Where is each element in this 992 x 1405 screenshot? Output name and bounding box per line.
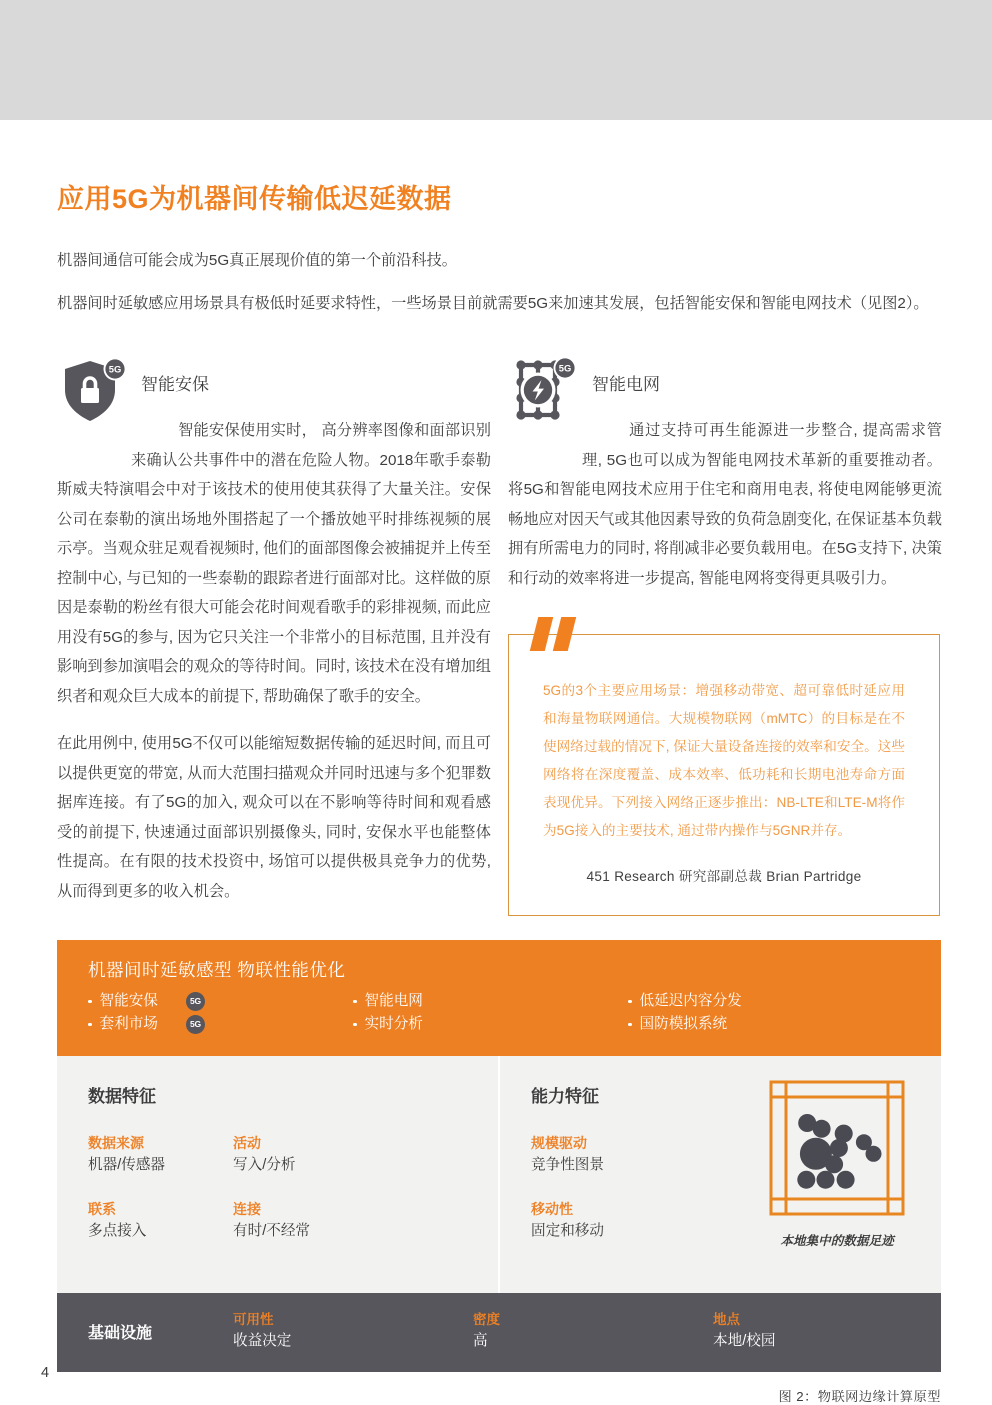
bullet-icon bbox=[88, 1023, 92, 1027]
diagram-caption: 本地集中的数据足迹 bbox=[780, 1234, 894, 1248]
footer-title: 基础设施 bbox=[88, 1325, 153, 1342]
scatter-dots-in-frame-icon bbox=[767, 1078, 907, 1218]
pull-quote-box bbox=[508, 634, 940, 916]
figure-iot-edge-computing bbox=[57, 940, 941, 1405]
section-paragraph: 智能安保使用实时， 高分辨率图像和面部识别来确认公共事件中的潜在危险人物。2018年歌手泰勒斯威夫特演唱会中对于该技术的使用使其获得了大量关注。安保公司在泰勒的演出场地外围搭起了一个播放她平时排练视频的展示亭。当观众驻足观看视频时, 他们的面部图像会被捕捉并上传至控制中心, 与已知的一些泰勒的跟踪者进行面部对比。这样做的原因是泰勒的粉丝有很大可能会花时间观看歌手的彩排视频, 而此应用没有5G的参与, 因为它只关注一个非常小的目标范围, 且并没有影响到参加演唱会的观众的等待时间。同时, 该技术在没有增加组织者和观众巨大成本的前提下, 帮助确保了歌手的安全。 bbox=[57, 422, 491, 705]
footer-cell bbox=[713, 1310, 953, 1353]
attribute-value: 机器/传感器 bbox=[88, 1157, 166, 1173]
page-title: 应用5G为机器间传输低迟延数据 bbox=[57, 184, 452, 214]
figure-header-column bbox=[88, 990, 353, 1036]
attribute-value: 写入/分析 bbox=[233, 1157, 296, 1173]
section-title: 智能安保 bbox=[141, 375, 209, 394]
attribute-value: 固定和移动 bbox=[531, 1223, 604, 1239]
section-paragraph: 通过支持可再生能源进一步整合, 提高需求管理, 5G也可以成为智能电网技术革新的重要推动者。将5G和智能电网技术应用于住宅和商用电表, 将使电网能够更流畅地应对因天气或其他因素导致的负荷急剧变化, 在保证基本负载拥有所需电力的同时, 将削减非必要负载用电。在5G支持下, 决策和行动的效率将进一步提高, 智能电网将变得更具吸引力。 bbox=[508, 422, 942, 587]
attribute-key: 数据来源 bbox=[88, 1135, 144, 1151]
pull-quote-text: 5G的3个主要应用场景：增强移动带宽、超可靠低时延应用和海量物联网通信。大规模物联网（mMTC）的目标是在不使网络过载的情况下, 保证大量设备连接的效率和安全。这些网络将在深度覆盖、成本效率、低功耗和长期电池寿命方面表现优异。下列接入网络正逐步推出：NB-LTE和LTE-M将作为5G接入的主要技术, 通过带内操作与5GNR并存。 bbox=[543, 683, 905, 838]
list-item-label: 实时分析 bbox=[364, 1016, 423, 1032]
list-item-label: 智能电网 bbox=[364, 993, 423, 1009]
list-item-label: 低延迟内容分发 bbox=[639, 993, 742, 1009]
section-paragraph: 在此用例中, 使用5G不仅可以能缩短数据传输的延迟时间, 而且可以提供更宽的带宽, 从而大范围扫描观众并同时迅速与多个犯罪数据库连接。有了5G的加入, 观众可以在不影响等待时间和观看感受的前提下, 快速通过面部识别摄像头, 同时, 安保水平也能整体性提高。在有限的技术投资中, 场馆可以提供极具竞争力的优势, 从而得到更多的收入机会。 bbox=[57, 735, 491, 900]
footer-cell-key: 地点 bbox=[713, 1312, 740, 1327]
list-item-label: 国防模拟系统 bbox=[639, 1016, 728, 1032]
list-item bbox=[628, 1013, 910, 1036]
list-item-label: 套利市场 bbox=[99, 1016, 158, 1032]
footer-cell bbox=[473, 1310, 713, 1353]
attribute bbox=[531, 1199, 676, 1243]
section-header-smart-grid bbox=[508, 360, 942, 416]
list-item bbox=[628, 990, 910, 1013]
bullet-icon bbox=[353, 1023, 357, 1027]
figure-caption: 图 2：物联网边缘计算原型 bbox=[778, 1389, 941, 1404]
figure-header bbox=[57, 940, 941, 1056]
attribute-grid bbox=[88, 1133, 378, 1265]
figure-panel-data-characteristics bbox=[57, 1056, 500, 1293]
panel-heading: 数据特征 bbox=[88, 1087, 156, 1106]
list-item bbox=[353, 990, 628, 1013]
list-item-label: 智能安保 bbox=[99, 993, 158, 1009]
footer-cell-key: 密度 bbox=[473, 1312, 500, 1327]
shield-lock-5g-icon bbox=[57, 357, 127, 427]
figure-panel-capability-characteristics bbox=[500, 1056, 941, 1293]
attribute-key: 联系 bbox=[88, 1201, 116, 1217]
footer-cell-value: 本地/校园 bbox=[713, 1333, 776, 1349]
list-item bbox=[353, 1013, 628, 1036]
footer-cell-value: 收益决定 bbox=[233, 1333, 292, 1349]
intro-paragraph-2: 机器间时延敏感应用场景具有极低时延要求特性，一些场景目前就需要5G来加速其发展，包括智能安保和智能电网技术（见图2）。 bbox=[57, 295, 929, 312]
quote-mark-icon bbox=[529, 617, 589, 651]
page-content bbox=[0, 120, 992, 1403]
list-item bbox=[88, 990, 353, 1013]
figure-header-column bbox=[628, 990, 910, 1036]
badge-5g-icon: 5G bbox=[186, 992, 205, 1011]
list-item bbox=[88, 1013, 353, 1036]
attribute-value: 多点接入 bbox=[88, 1223, 147, 1239]
attribute-key: 规模驱动 bbox=[531, 1135, 587, 1151]
bullet-icon bbox=[353, 1000, 357, 1004]
page-top-band bbox=[0, 0, 992, 120]
attribute-value: 有时/不经常 bbox=[233, 1223, 311, 1239]
grid-bolt-5g-icon bbox=[508, 357, 578, 427]
bullet-icon bbox=[628, 1023, 632, 1027]
column-smart-grid bbox=[508, 360, 942, 593]
attribute bbox=[88, 1199, 233, 1243]
column-smart-security bbox=[57, 360, 491, 906]
footer-cell-key: 可用性 bbox=[233, 1312, 274, 1327]
figure-body bbox=[57, 1056, 941, 1293]
attribute-key: 活动 bbox=[233, 1135, 261, 1151]
footer-cell-value: 高 bbox=[473, 1333, 488, 1349]
section-title: 智能电网 bbox=[592, 375, 660, 394]
attribute-key: 移动性 bbox=[531, 1201, 573, 1217]
figure-header-column bbox=[353, 990, 628, 1036]
attribute bbox=[88, 1133, 233, 1177]
pull-quote-attribution: 451 Research 研究部副总裁 Brian Partridge bbox=[586, 869, 862, 884]
intro-paragraph-1: 机器间通信可能会成为5G真正展现价值的第一个前沿科技。 bbox=[57, 252, 457, 269]
footer-cell bbox=[233, 1310, 473, 1353]
attribute bbox=[531, 1133, 676, 1177]
section-header-smart-security bbox=[57, 360, 491, 416]
figure-header-columns bbox=[88, 990, 910, 1036]
attribute-value: 竞争性图景 bbox=[531, 1157, 604, 1173]
attribute bbox=[233, 1133, 378, 1177]
page-number: 4 bbox=[41, 1365, 50, 1381]
figure-header-title: 机器间时延敏感型 物联性能优化 bbox=[88, 960, 346, 980]
svg-text:5G: 5G bbox=[108, 363, 122, 375]
data-footprint-diagram bbox=[767, 1078, 907, 1249]
attribute bbox=[233, 1199, 378, 1243]
badge-5g-icon: 5G bbox=[186, 1015, 205, 1034]
svg-text:5G: 5G bbox=[558, 362, 572, 374]
attribute-key: 连接 bbox=[233, 1201, 261, 1217]
bullet-icon bbox=[628, 1000, 632, 1004]
figure-footer-infrastructure bbox=[57, 1293, 941, 1372]
panel-heading: 能力特征 bbox=[531, 1087, 599, 1106]
bullet-icon bbox=[88, 1000, 92, 1004]
